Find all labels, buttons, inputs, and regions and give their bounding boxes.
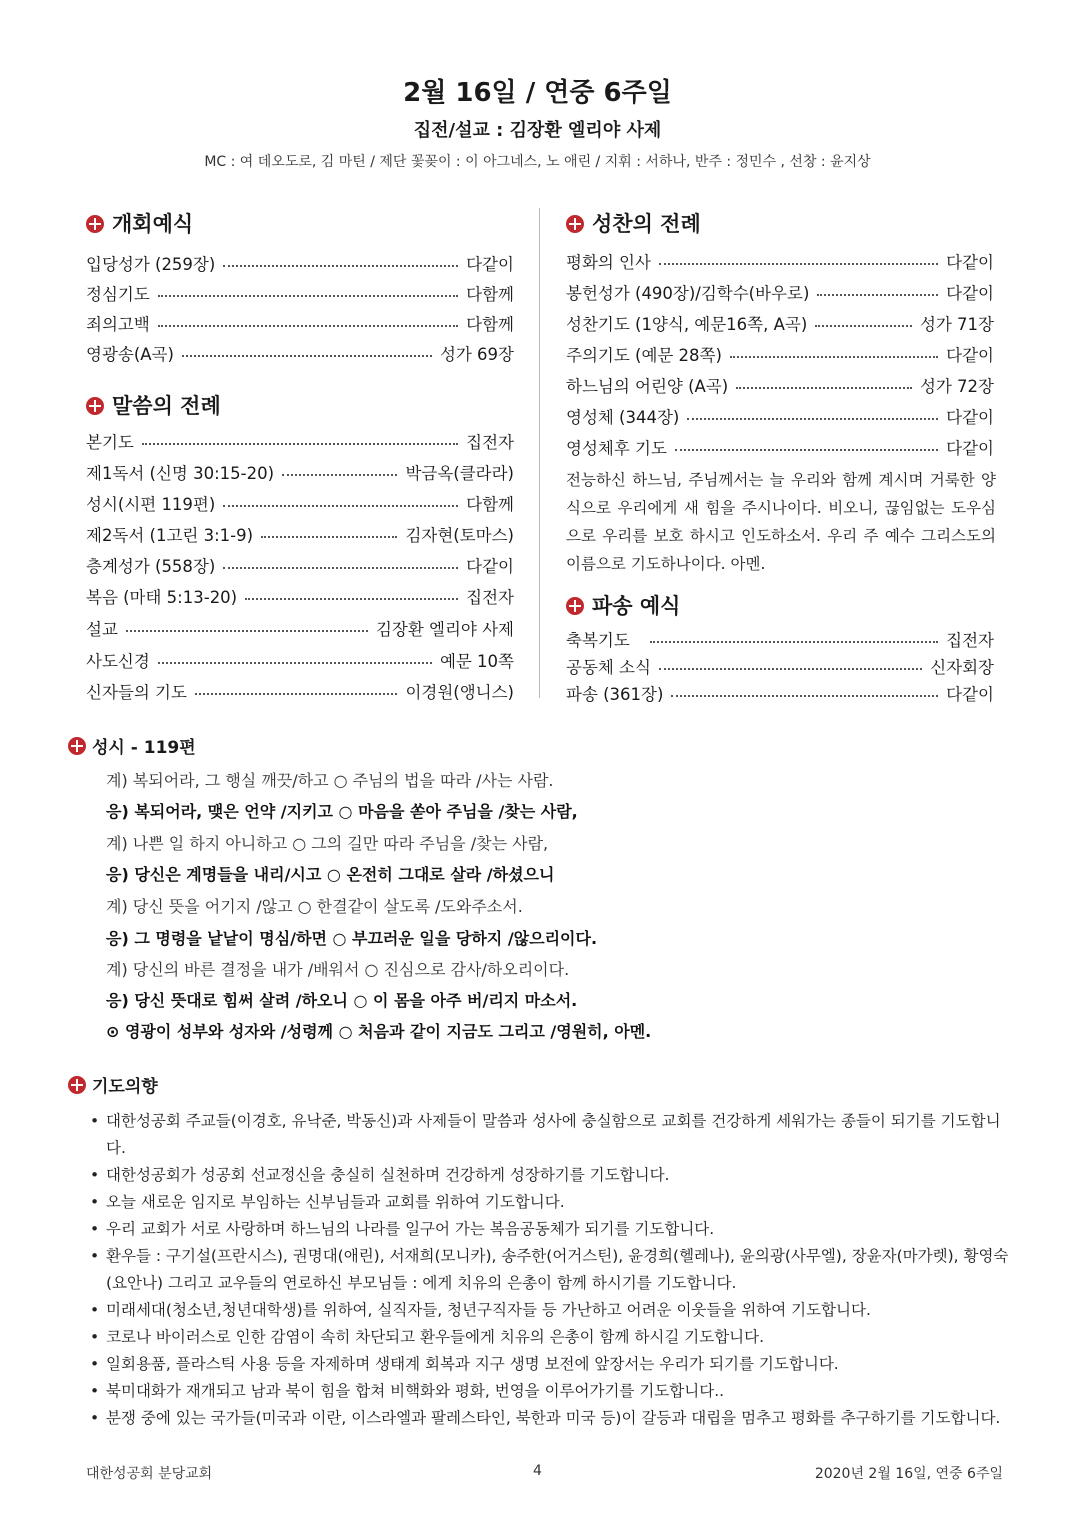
list-item: • 코로나 바이러스로 인한 감염이 속히 차단되고 환우들에게 치유의 은총이 함께 하시길 기도합니다. — [86, 1324, 1011, 1351]
list-item: • 일회용품, 플라스틱 사용 등을 자제하며 생태계 회복과 지구 생명 보전에 앞장서는 우리가 되기를 기도합니다. — [86, 1351, 1011, 1378]
order-item: 정심기도 다함께 — [86, 285, 514, 304]
psalm-line: 계) 당신의 바른 결정을 내가 /배워서 ○ 진심으로 감사/하오리이다. — [106, 960, 570, 979]
order-item: 성찬기도 (1양식, 예문16쪽, A곡) 성가 71장 — [566, 315, 994, 334]
order-item: 설교 김장환 엘리야 사제 — [86, 620, 514, 639]
page-title: 2월 16일 / 연중 6주일 — [403, 78, 672, 108]
psalm-line: ⊙ 영광이 성부와 성자와 /성령께 ○ 처음과 같이 지금도 그리고 /영원히, 아멘. — [106, 1022, 652, 1041]
order-item: 영성체 (344장) 다같이 — [566, 408, 994, 427]
psalm-line: 응) 복되어라, 맺은 언약 /지키고 ○ 마음을 쏟아 주님을 /찾는 사람, — [106, 802, 578, 821]
order-item: 축복기도 집전자 — [566, 631, 994, 650]
order-item: 평화의 인사 다같이 — [566, 253, 994, 272]
page-number: 4 — [533, 1463, 542, 1479]
list-item: • 북미대화가 재개되고 남과 북이 힘을 합쳐 비핵화와 평화, 번영을 이루어가기를 기도합니다.. — [86, 1378, 1011, 1405]
intentions-heading: 기도의향 — [68, 1072, 158, 1097]
psalm-line: 계) 당신 뜻을 어기지 /않고 ○ 한결같이 살도록 /도와주소서. — [106, 897, 523, 916]
order-item: 파송 (361장) 다같이 — [566, 685, 994, 704]
order-item: 입당성가 (259장) 다같이 — [86, 255, 514, 274]
order-item: 주의기도 (예문 28쪽) 다같이 — [566, 346, 994, 365]
psalm-line: 응) 당신 뜻대로 힘써 살려 /하오니 ○ 이 몸을 아주 버/리지 마소서. — [106, 991, 578, 1010]
cross-icon — [68, 737, 86, 755]
officiant-line: 집전/설교 : 김장환 엘리야 사제 — [413, 120, 662, 141]
post-communion-prayer: 전능하신 하느님, 주님께서는 늘 우리와 함께 계시며 거룩한 양식으로 우리에게 새 힘을 주시나이다. 비오니, 끊임없는 도우심으로 우리를 보호 하시고 인도하소서. 우리 주 예수 그리스도의 이름으로 기도하나이다. 아멘. — [566, 471, 996, 573]
order-item: 공동체 소식 신자회장 — [566, 658, 994, 677]
cross-icon — [86, 397, 104, 415]
list-item: • 우리 교회가 서로 사랑하며 하느님의 나라를 일구어 가는 복음공동체가 되기를 기도합니다. — [86, 1216, 1011, 1243]
cross-icon — [68, 1076, 86, 1094]
section-heading-word: 말씀의 전례 — [86, 390, 221, 420]
order-item: 복음 (마태 5:13-20) 집전자 — [86, 588, 514, 607]
cross-icon — [86, 215, 104, 233]
order-item: 층계성가 (558장) 다같이 — [86, 557, 514, 576]
psalm-heading: 성시 - 119편 — [68, 733, 196, 758]
order-item: 본기도 집전자 — [86, 433, 514, 452]
list-item: • 대한성공회가 성공회 선교정신을 충실히 실천하며 건강하게 성장하기를 기도합니다. — [86, 1162, 1011, 1189]
footer-date: 2020년 2월 16일, 연중 6주일 — [814, 1466, 1003, 1482]
footer-church-name: 대한성공회 분당교회 — [86, 1466, 213, 1482]
order-item: 영성체후 기도 다같이 — [566, 439, 994, 458]
psalm-line: 계) 나쁜 일 하지 아니하고 ○ 그의 길만 따라 주님을 /찾는 사람, — [106, 834, 549, 853]
psalm-line: 응) 당신은 계명들을 내리/시고 ○ 온전히 그대로 살라 /하셨으니 — [106, 865, 555, 884]
psalm-line: 응) 그 명령을 낱낱이 명심/하면 ○ 부끄러운 일을 당하지 /않으리이다. — [106, 929, 598, 948]
cross-icon — [566, 597, 584, 615]
order-item: 사도신경 예문 10쪽 — [86, 652, 514, 671]
order-item: 영광송(A곡) 성가 69장 — [86, 345, 514, 364]
order-item: 성시(시편 119편) 다함께 — [86, 495, 514, 514]
mc-line: MC : 여 데오도로, 김 마틴 / 제단 꽃꽂이 : 이 아그네스, 노 애린 / 지휘 : 서하나, 반주 : 정민수 , 선창 : 윤지상 — [204, 154, 871, 170]
psalm-line: 계) 복되어라, 그 행실 깨끗/하고 ○ 주님의 법을 따라 /사는 사람. — [106, 771, 554, 790]
section-heading-eucharist: 성찬의 전례 — [566, 208, 701, 238]
cross-icon — [566, 215, 584, 233]
list-item: • 분쟁 중에 있는 국가들(미국과 이란, 이스라엘과 팔레스타인, 북한과 미국 등)이 갈등과 대립을 멈추고 평화를 추구하기를 기도합니다. — [86, 1405, 1011, 1432]
intentions-list — [86, 1108, 1011, 1432]
section-heading-dismissal: 파송 예식 — [566, 590, 680, 620]
list-item: • 미래세대(청소년,청년대학생)를 위하여, 실직자들, 청년구직자들 등 가난하고 어려운 이웃들을 위하여 기도합니다. — [86, 1297, 1011, 1324]
column-divider — [539, 208, 540, 698]
order-item: 봉헌성가 (490장)/김학수(바우로) 다같이 — [566, 284, 994, 303]
section-heading-opening: 개회예식 — [86, 208, 193, 238]
list-item: • 오늘 새로운 임지로 부임하는 신부님들과 교회를 위하여 기도합니다. — [86, 1189, 1011, 1216]
order-item: 죄의고백 다함께 — [86, 315, 514, 334]
list-item: • 대한성공회 주교들(이경호, 유낙준, 박동신)과 사제들이 말씀과 성사에 충실함으로 교회를 건강하게 세워가는 종들이 되기를 기도합니다. — [86, 1108, 1011, 1162]
order-item: 하느님의 어린양 (A곡) 성가 72장 — [566, 377, 994, 396]
order-item: 신자들의 기도 이경원(앵니스) — [86, 683, 514, 702]
order-item: 제2독서 (1고린 3:1-9) 김자현(토마스) — [86, 526, 514, 545]
order-item: 제1독서 (신명 30:15-20) 박금옥(클라라) — [86, 464, 514, 483]
list-item: • 환우들 : 구기설(프란시스), 권명대(애린), 서재희(모니카), 송주한(어거스틴), 윤경희(헬레나), 윤의광(사무엘), 장윤자(마가렛), 황영숙(요안나) 그리고 교우들의 연로하신 부모님들 : 에게 치유의 은총이 함께 하시기를 기도합니다. — [86, 1243, 1011, 1297]
